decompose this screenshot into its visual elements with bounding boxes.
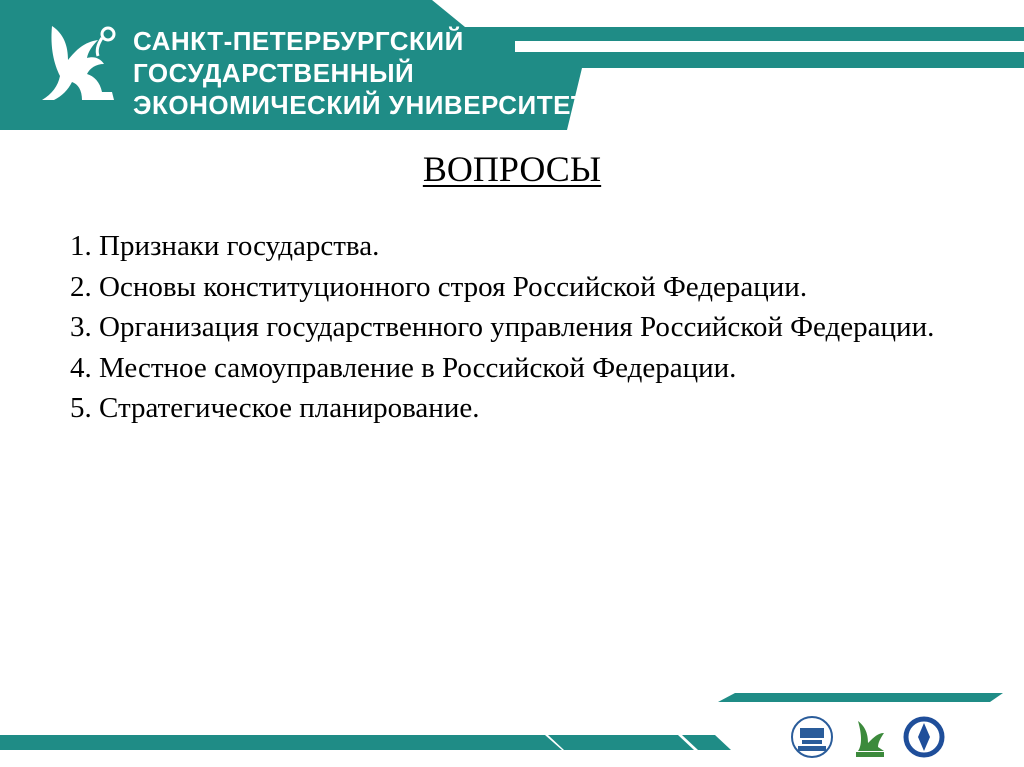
question-item: 3. Организация государственного управления Российской Федерации.: [70, 311, 935, 343]
footer-stripe-main: [0, 735, 562, 750]
griffin-icon: [38, 20, 128, 115]
university-name-line-3: ЭКОНОМИЧЕСКИЙ УНИВЕРСИТЕТ: [133, 90, 588, 120]
university-name: [133, 25, 587, 121]
question-item: 2. Основы конституционного строя Российской Федерации.: [70, 270, 808, 303]
questions-list: [70, 226, 948, 429]
university-name-line-1: САНКТ-ПЕТЕРБУРГСКИЙ: [133, 26, 464, 56]
university-name-line-2: ГОСУДАРСТВЕННЫЙ: [133, 58, 415, 88]
fineca-griffin-icon: [848, 715, 892, 759]
question-item: 4. Местное самоуправление в Российской Федерации.: [70, 351, 737, 384]
footer-stripe-upper: [718, 693, 1003, 702]
slide-title: [0, 148, 1024, 190]
question-item: 1. Признаки государства.: [70, 230, 380, 262]
institute-emblem-icon: [790, 715, 834, 759]
slide-title-text: ВОПРОСЫ: [422, 149, 602, 189]
question-item: 5. Стратегическое планирование.: [70, 392, 480, 424]
footer-stripe-mid: [548, 735, 694, 750]
ring-emblem-icon: [902, 715, 946, 759]
